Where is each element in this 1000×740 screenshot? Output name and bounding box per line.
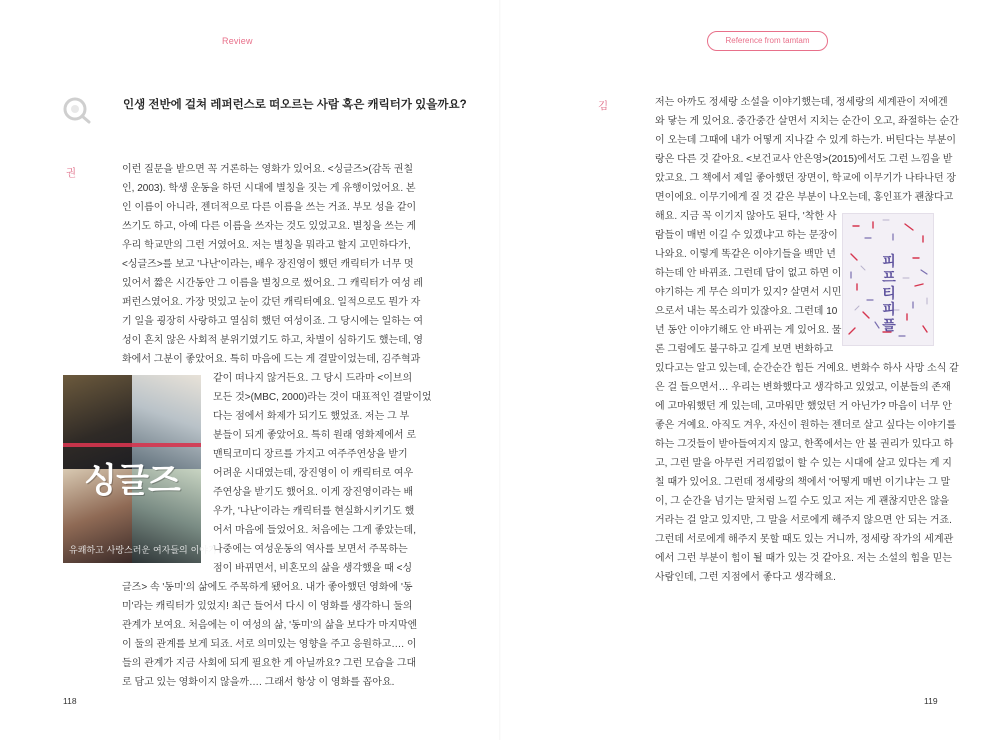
text-line: 면이에요. 이무기에게 질 것 같은 부분이 나오는데, 홍인표가 괜찮다고: [655, 192, 954, 203]
text-line: 으로서 내는 목소리가 있잖아요. 그런데 10: [655, 306, 838, 317]
page-gutter: [499, 0, 501, 740]
text-line: 년 동안 이야기해도 안 바뀌는 게 있어요. 물: [655, 325, 842, 336]
text-line: 저는 아까도 정세랑 소설을 이야기했는데, 정세랑의 세계관이 저에겐: [655, 97, 948, 108]
text-line: 로 담고 있는 영화이지 않을까…. 그래서 항상 이 영화를 꼽아요.: [122, 677, 395, 688]
text-line: 은 걸 들으면서… 우리는 변화했다고 생각하고 있었고, 이분들의 존재: [655, 382, 951, 393]
text-line: 이 둘의 관계를 보게 되죠. 서로 의미있는 영향을 주고 응원하고…. 이: [122, 639, 417, 650]
poster-accent-strip: [63, 443, 201, 447]
text-line: 나중에는 여성운동의 역사를 보면서 주목하는: [213, 544, 408, 555]
movie-poster-image: [63, 375, 217, 563]
text-line: 고, 그런 말을 아무런 거리낌없이 할 수 있는 시대에 살고 있다는 게 지: [655, 458, 952, 469]
text-line: 그런데 서로에게 해주지 못할 때도 있는 거니까, 정세랑 작가의 세계관: [655, 534, 954, 545]
text-line: 어려운 시대였는데, 장진영이 이 캐릭터로 여우: [213, 468, 414, 479]
text-line: 같이 떠나지 않거든요. 그 당시 드라마 <이브의: [213, 373, 413, 384]
text-line: 화에서 그분이 좋았어요. 특히 마음에 드는 게 결말이었는데, 김주혁과: [122, 354, 421, 365]
poster-subtitle: 유쾌하고 사랑스러운 여자들의 이야기: [69, 546, 217, 556]
text-line: 있어서 짧은 시간동안 그 이름을 별칭으로 썼어요. 그 캐릭터가 여성 레: [122, 278, 424, 289]
section-header-reference: Reference from tamtam: [707, 31, 828, 51]
page-number-left: 118: [63, 696, 77, 706]
text-line: 하는데 안 바뀌죠. 그런데 답이 없고 하면 이: [655, 268, 842, 279]
poster-title: 싱글즈: [84, 461, 180, 501]
text-line: 미'라는 캐릭터가 있었지! 최근 들어서 다시 이 영화를 생각하니 둘의: [122, 601, 413, 612]
book-title: 피프티 피플: [882, 254, 896, 334]
text-line: 야기하는 게 무슨 의미가 있지? 살면서 시민: [655, 287, 842, 298]
text-line: 분들이 되게 좋았어요. 특히 원래 영화제에서 로: [213, 430, 416, 441]
text-line: 글즈> 속 '동미'의 삶에도 주목하게 됐어요. 내가 좋아했던 영화에 '동: [122, 582, 413, 593]
q-magnifier-icon: [63, 96, 93, 124]
text-line: 주연상을 받기도 했어요. 이게 장진영이라는 배: [213, 487, 414, 498]
text-line: 우리 학교만의 그런 거였어요. 저는 별칭을 뭐라고 할지 고민하다가,: [122, 240, 411, 251]
text-line: 좋은 거예요. 아직도 겨우, 자신이 원하는 젠더로 살고 싶다는 이야기를: [655, 420, 957, 431]
text-line: 나와요. 이렇게 똑같은 이야기들을 백만 년: [655, 249, 836, 260]
text-line: 에서 그런 부분이 힘이 될 때가 있는 것 같아요. 저는 소설의 힘을 믿는: [655, 553, 952, 564]
text-line: 인, 2003). 학생 운동을 하던 시대에 별칭을 짓는 게 유행이었어요. 본: [122, 183, 416, 194]
book-cover-image: [842, 213, 934, 346]
speaker-label-right: 김: [598, 100, 609, 112]
text-line: 람들이 매번 이길 수 있겠냐'고 하는 문장이: [655, 230, 838, 241]
text-line: 있다고는 알고 있는데, 순간순간 힘든 거예요. 변화수 하사 사망 소식 같: [655, 363, 959, 374]
text-line: <싱글즈>를 보고 '나난'이라는, 배우 장진영이 했던 캐릭터가 너무 멋: [122, 259, 414, 270]
text-line: 론 그럼에도 불구하고 길게 보면 변화하고: [655, 344, 834, 355]
text-line: 았고요. 그 책에서 제일 좋아했던 장면이, 학교에 이무기가 나타나던 장: [655, 173, 957, 184]
page-number-right: 119: [924, 696, 938, 706]
text-line: 해요. 지금 꼭 이기지 않아도 된다, '착한 사: [655, 211, 837, 222]
text-line: 이, 그 순간을 넘기는 말처럼 느낄 수도 있고 저는 게 괜찮지만은 않을: [655, 496, 950, 507]
text-line: 쓰기도 하고, 아예 다른 이름을 쓰자는 것도 있었고요. 별칭을 쓰는 게: [122, 221, 417, 232]
text-line: 맨틱코미디 장르를 가지고 여주주연상을 받기: [213, 449, 408, 460]
text-line: 와 닿는 게 있어요. 중간중간 살면서 지치는 순간이 오고, 좌절하는 순간: [655, 116, 959, 127]
text-line: 어서 마음에 들었어요. 처음에는 그게 좋았는데,: [213, 525, 416, 536]
text-line: 칠 때가 있어요. 그런데 정세랑의 책에서 '어떻게 매번 이기냐'는 그 말: [655, 477, 951, 488]
text-line: 들의 관계가 지금 사회에 되게 필요한 게 아닐까요? 그런 모습을 그대: [122, 658, 417, 669]
interview-question: 인생 전반에 걸쳐 레퍼런스로 떠오르는 사람 혹은 캐릭터가 있을까요?: [123, 99, 467, 111]
text-line: 이 오는데 그때에 내가 어떻게 지나갈 수 있게 하는가. 버틴다는 부분이: [655, 135, 957, 146]
text-line: 에 고마워했던 게 있는데, 고마워만 했었던 거 아닌가? 마음이 너무 안: [655, 401, 952, 412]
text-line: 랑은 다른 것 같아요. <보건교사 안은영>(2015)에서도 그런 느낌을 받: [655, 154, 953, 165]
text-line: 성이 흔치 않은 사회적 분위기였기도 하고, 차별이 심하기도 했는데, 영: [122, 335, 424, 346]
text-line: 퍼런스였어요. 가장 멋있고 눈이 갔던 캐릭터예요. 일적으로도 뭔가 자: [122, 297, 421, 308]
text-line: 하는 그것들이 받아들여지지 않고, 한쪽에서는 안 볼 권리가 있다고 하: [655, 439, 954, 450]
text-line: 모든 것>(MBC, 2000)라는 것이 대표적인 결말이었: [213, 392, 432, 403]
text-line: 다는 점에서 화제가 되기도 했었죠. 저는 그 부: [213, 411, 410, 422]
section-header-review: Review: [222, 36, 253, 46]
text-line: 거라는 걸 알고 있지만, 그 말을 서로에게 해주지 않으면 안 되는 거죠.: [655, 515, 952, 526]
text-line: 이런 질문을 받으면 꼭 거론하는 영화가 있어요. <싱글즈>(감독 권칠: [122, 164, 414, 175]
text-line: 우가, '나난'이라는 캐릭터를 현실화시키기도 했: [213, 506, 415, 517]
text-line: 사람인데, 그런 지점에서 좋다고 생각해요.: [655, 572, 836, 583]
speaker-label-left: 권: [66, 167, 77, 179]
text-line: 관계가 보여요. 처음에는 이 여성의 삶, '동미'의 삶을 보다가 마지막엔: [122, 620, 418, 631]
text-line: 점이 바뀌면서, 비혼모의 삶을 생각했을 때 <싱: [213, 563, 413, 574]
text-line: 기 일을 굉장히 사랑하고 열심히 했던 여성이죠. 그 당시에는 일하는 여: [122, 316, 424, 327]
text-line: 인 이름이 아니라, 젠더적으로 다른 이름을 쓰는 거죠. 부모 성을 같이: [122, 202, 417, 213]
